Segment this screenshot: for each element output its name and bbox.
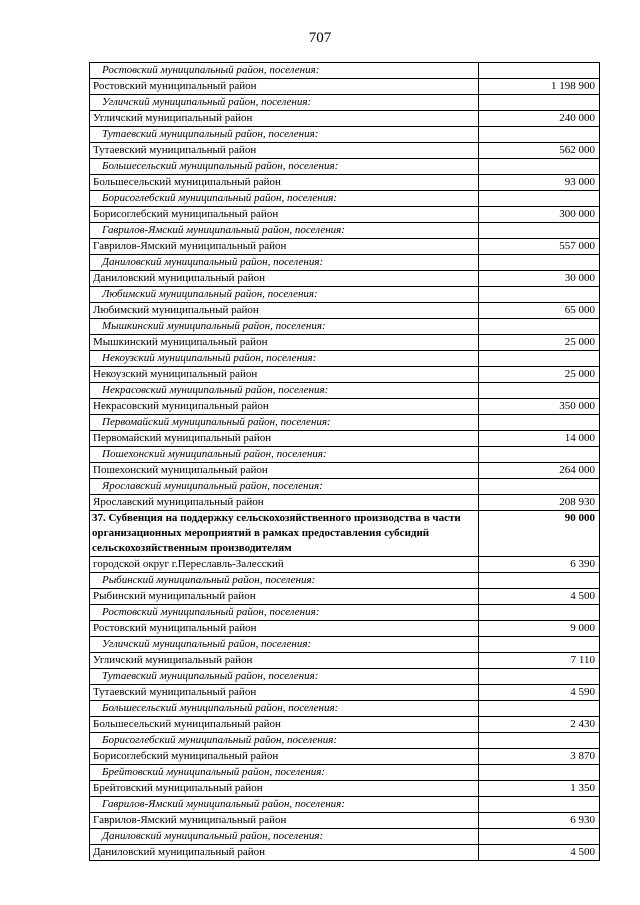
amount-cell: 93 000	[479, 175, 600, 191]
amount-cell: 4 500	[479, 589, 600, 605]
subheader-row	[90, 573, 600, 589]
table-row	[90, 207, 600, 223]
subheader-row	[90, 383, 600, 399]
district-name: Угличский муниципальный район, поселения:	[90, 95, 479, 111]
amount-cell: 6 930	[479, 813, 600, 829]
district-name: Брейтовский муниципальный район, поселения:	[90, 765, 479, 781]
table-row	[90, 431, 600, 447]
amount-cell: 562 000	[479, 143, 600, 159]
subheader-row	[90, 701, 600, 717]
district-name: Даниловский муниципальный район, поселения:	[90, 255, 479, 271]
amount-cell	[479, 127, 600, 143]
amount-cell: 240 000	[479, 111, 600, 127]
amount-cell	[479, 733, 600, 749]
amount-cell: 1 350	[479, 781, 600, 797]
district-name: Гаврилов-Ямский муниципальный район, поселения:	[90, 797, 479, 813]
amount-cell	[479, 637, 600, 653]
amount-cell: 557 000	[479, 239, 600, 255]
subheader-row	[90, 797, 600, 813]
district-name: Угличский муниципальный район	[90, 111, 479, 127]
amount-cell: 264 000	[479, 463, 600, 479]
amount-cell: 30 000	[479, 271, 600, 287]
table-row	[90, 239, 600, 255]
amount-cell: 3 870	[479, 749, 600, 765]
amount-cell	[479, 797, 600, 813]
table-row	[90, 621, 600, 637]
amount-cell: 4 500	[479, 845, 600, 861]
amount-cell	[479, 351, 600, 367]
district-name: Пошехонский муниципальный район, поселения:	[90, 447, 479, 463]
district-name: Угличский муниципальный район, поселения:	[90, 637, 479, 653]
district-name: Брейтовский муниципальный район	[90, 781, 479, 797]
table-row	[90, 367, 600, 383]
section-row	[90, 511, 600, 557]
amount-cell: 25 000	[479, 335, 600, 351]
district-name: Некоузский муниципальный район	[90, 367, 479, 383]
amount-cell	[479, 223, 600, 239]
amount-cell	[479, 159, 600, 175]
table-row	[90, 845, 600, 861]
amount-cell: 9 000	[479, 621, 600, 637]
subheader-row	[90, 255, 600, 271]
district-name: Любимский муниципальный район	[90, 303, 479, 319]
district-name: Тутаевский муниципальный район	[90, 143, 479, 159]
district-name: Большесельский муниципальный район	[90, 717, 479, 733]
table-body	[90, 63, 600, 861]
table-row	[90, 717, 600, 733]
district-name: Большесельский муниципальный район	[90, 175, 479, 191]
district-name: Рыбинский муниципальный район	[90, 589, 479, 605]
subheader-row	[90, 351, 600, 367]
district-name: Борисоглебский муниципальный район, поселения:	[90, 191, 479, 207]
district-name: Первомайский муниципальный район, поселения:	[90, 415, 479, 431]
table-row	[90, 175, 600, 191]
amount-cell	[479, 287, 600, 303]
subheader-row	[90, 95, 600, 111]
amount-cell	[479, 383, 600, 399]
table-row	[90, 271, 600, 287]
table-row	[90, 143, 600, 159]
district-name: Гаврилов-Ямский муниципальный район	[90, 813, 479, 829]
amount-cell: 65 000	[479, 303, 600, 319]
district-name: Угличский муниципальный район	[90, 653, 479, 669]
district-name: Борисоглебский муниципальный район	[90, 749, 479, 765]
subheader-row	[90, 191, 600, 207]
subheader-row	[90, 415, 600, 431]
table-row	[90, 557, 600, 573]
table-row	[90, 653, 600, 669]
district-name: Гаврилов-Ямский муниципальный район	[90, 239, 479, 255]
amount-cell	[479, 701, 600, 717]
amount-cell	[479, 605, 600, 621]
amount-cell: 7 110	[479, 653, 600, 669]
amount-cell: 208 930	[479, 495, 600, 511]
subheader-row	[90, 479, 600, 495]
district-name: Ростовский муниципальный район, поселения:	[90, 605, 479, 621]
subheader-row	[90, 127, 600, 143]
amount-cell	[479, 829, 600, 845]
subheader-row	[90, 223, 600, 239]
district-name: Большесельский муниципальный район, поселения:	[90, 701, 479, 717]
amount-cell: 300 000	[479, 207, 600, 223]
amount-cell	[479, 765, 600, 781]
district-name: Ростовский муниципальный район, поселения:	[90, 63, 479, 79]
district-name: Борисоглебский муниципальный район, поселения:	[90, 733, 479, 749]
amount-cell	[479, 95, 600, 111]
table-row	[90, 749, 600, 765]
table-row	[90, 813, 600, 829]
district-name: Борисоглебский муниципальный район	[90, 207, 479, 223]
district-name: Первомайский муниципальный район	[90, 431, 479, 447]
district-name: Некрасовский муниципальный район, поселения:	[90, 383, 479, 399]
subheader-row	[90, 159, 600, 175]
subheader-row	[90, 765, 600, 781]
subheader-row	[90, 669, 600, 685]
table-row	[90, 79, 600, 95]
district-name: Рыбинский муниципальный район, поселения:	[90, 573, 479, 589]
amount-cell: 14 000	[479, 431, 600, 447]
amount-cell: 4 590	[479, 685, 600, 701]
district-name: Ростовский муниципальный район	[90, 79, 479, 95]
table-row	[90, 463, 600, 479]
amount-cell	[479, 255, 600, 271]
district-name: Мышкинский муниципальный район	[90, 335, 479, 351]
district-name: Ярославский муниципальный район, поселения:	[90, 479, 479, 495]
district-name: Тутаевский муниципальный район, поселения:	[90, 669, 479, 685]
subheader-row	[90, 447, 600, 463]
amount-cell: 2 430	[479, 717, 600, 733]
district-name: Некоузский муниципальный район, поселения:	[90, 351, 479, 367]
table-row	[90, 589, 600, 605]
district-name: Тутаевский муниципальный район, поселения:	[90, 127, 479, 143]
table-row	[90, 111, 600, 127]
subheader-row	[90, 63, 600, 79]
district-name: Некрасовский муниципальный район	[90, 399, 479, 415]
table-row	[90, 495, 600, 511]
district-name: Ярославский муниципальный район	[90, 495, 479, 511]
table-row	[90, 685, 600, 701]
table-row	[90, 335, 600, 351]
section-total: 90 000	[479, 511, 600, 557]
district-name: Пошехонский муниципальный район	[90, 463, 479, 479]
page-number: 707	[308, 30, 332, 46]
amount-cell	[479, 415, 600, 431]
amount-cell	[479, 479, 600, 495]
district-name: Даниловский муниципальный район, поселения:	[90, 829, 479, 845]
district-name: Тутаевский муниципальный район	[90, 685, 479, 701]
district-name: Любимский муниципальный район, поселения:	[90, 287, 479, 303]
subheader-row	[90, 637, 600, 653]
subheader-row	[90, 287, 600, 303]
district-name: городской округ г.Переславль-Залесский	[90, 557, 479, 573]
amount-cell: 6 390	[479, 557, 600, 573]
amount-cell: 25 000	[479, 367, 600, 383]
district-name: Даниловский муниципальный район	[90, 271, 479, 287]
subheader-row	[90, 605, 600, 621]
subheader-row	[90, 829, 600, 845]
district-name: Ростовский муниципальный район	[90, 621, 479, 637]
amount-cell: 350 000	[479, 399, 600, 415]
amount-cell	[479, 63, 600, 79]
district-name: Гаврилов-Ямский муниципальный район, поселения:	[90, 223, 479, 239]
amount-cell	[479, 669, 600, 685]
table-row	[90, 303, 600, 319]
amount-cell	[479, 447, 600, 463]
district-name: Мышкинский муниципальный район, поселения:	[90, 319, 479, 335]
amount-cell	[479, 191, 600, 207]
subheader-row	[90, 319, 600, 335]
amount-cell	[479, 319, 600, 335]
section-title: 37. Субвенция на поддержку сельскохозяйственного производства в части организационных мероприятий в рамках предоставления субсидий сельскохозяйственным производителям	[90, 511, 479, 557]
table-row	[90, 781, 600, 797]
subheader-row	[90, 733, 600, 749]
district-name: Даниловский муниципальный район	[90, 845, 479, 861]
table-row	[90, 399, 600, 415]
amount-cell: 1 198 900	[479, 79, 600, 95]
district-name: Большесельский муниципальный район, поселения:	[90, 159, 479, 175]
budget-table	[89, 62, 600, 861]
amount-cell	[479, 573, 600, 589]
